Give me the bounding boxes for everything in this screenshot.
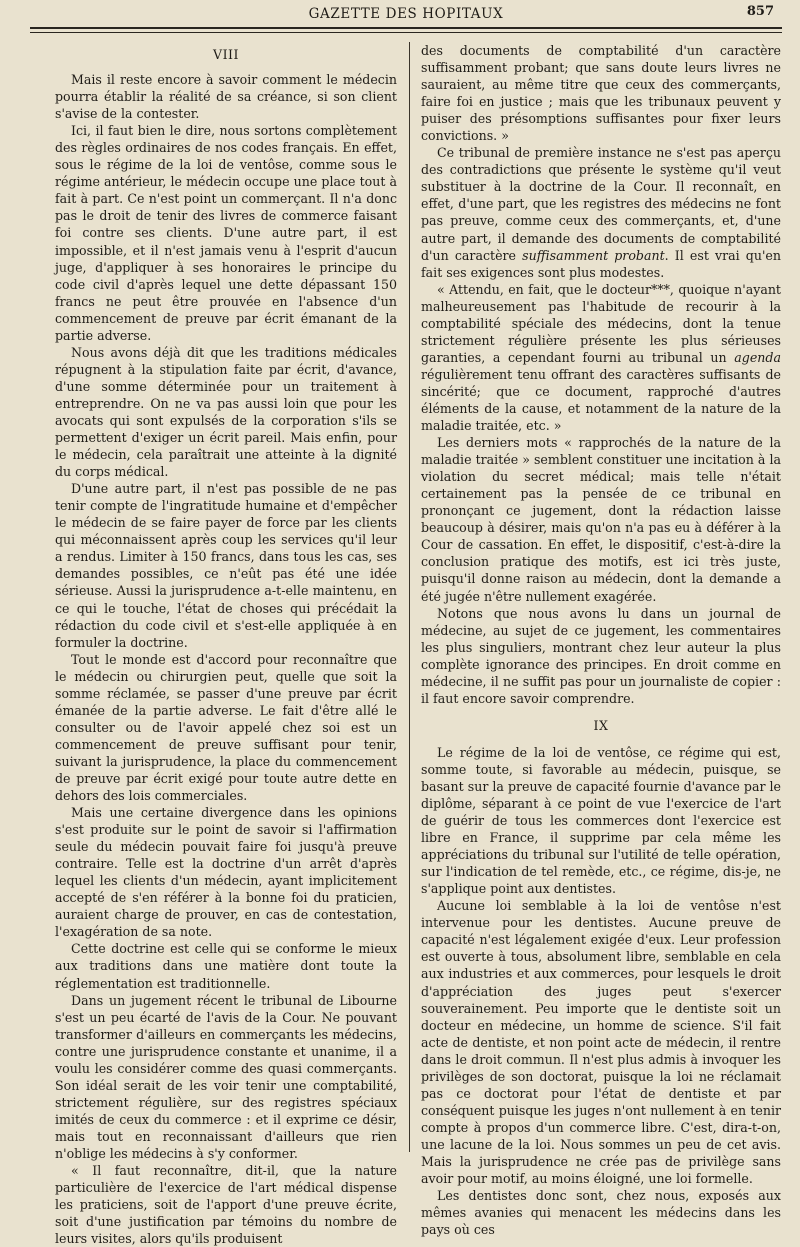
paragraph — [421, 281, 781, 434]
paragraph: Les derniers mots « rapprochés de la nature de la maladie traitée » semblent constituer une incitation à la violation du secret médical; mais telle n'était certainement pas la pensée de ce tribunal en prononçant ce jugement, dont la rédaction laisse beaucoup à désirer, mais qu'on n'a pas eu à déférer à la Cour de cassation. En effet, le dispositif, c'est-à-dire la conclusion pratique des motifs, est ici très juste, puisqu'il donne raison au médecin, dont la demande a été jugée n'être nullement exagérée. — [421, 435, 781, 604]
paragraph: Mais une certaine divergence dans les opinions s'est produite sur le point de savoir si l'affirmation seule du médecin pouvait faire foi jusqu'à preuve contraire. Telle est la doctrine d'un arrêt d'après lequel les clients d'un médecin, ayant implicitement accepté de s'en référer à la bonne foi du praticien, auraient charge de prouver, en cas de contestation, l'exagération de sa note. — [55, 805, 397, 940]
text-span: Ce tribunal de première instance ne s'est pas aperçu des contradictions que présente le système qu'il veut substituer à la doctrine de la Cour. Il reconnaît, en effet, d'une part, que les registres des médecins ne font pas preuve, comme ceux des commerçants, et, d'une autre part, il demande des documents de comptabilité d'un caractère — [421, 145, 781, 263]
section-heading-viii: VIII — [212, 47, 240, 62]
paragraph: Mais il reste encore à savoir comment le médecin pourra établir la réalité de sa créance, si son client s'avise de la contester. — [55, 72, 397, 122]
paragraph — [421, 144, 781, 280]
journal-title: GAZETTE DES HOPITAUX — [308, 6, 504, 22]
right-column — [421, 42, 781, 1238]
text-span: « Attendu, en fait, que le docteur***, quoique n'ayant malheureusement pas l'habitude de recourir à la comptabilité spéciale des médecins, dont la tenue strictement régulière présente les plus sérieuses garanties, a cependant fourni au tribunal un — [421, 281, 781, 365]
paragraph: Aucune loi semblable à la loi de ventôse n'est intervenue pour les dentistes. Aucune preuve de capacité n'est légalement exigée d'eux. Leur profession est ouverte à tous, absolument libre, semblable en cela aux industries et aux commerces, pour lesquels le droit d'appréciation des juges peut s'exercer souverainement. Peu importe que le dentiste soit un docteur en médecine, un homme de science. S'il fait acte de dentiste, et non point acte de médecin, il rentre dans le droit commun. Il n'est plus admis à invoquer les privilèges de son doctorat, puisque la loi ne réclamait pas ce doctorat pour l'état de dentiste et par conséquent puisque les juges n'ont nullement à en tenir compte à propos d'un commerce libre. C'est, dira-t-on, une lacune de la loi. Nous sommes un peu de cet avis. Mais la jurisprudence ne crée pas de privilège sans avoir pour motif, au moins éloigné, une loi formelle. — [421, 898, 781, 1187]
paragraph: D'une autre part, il n'est pas possible de ne pas tenir compte de l'ingratitude humaine et d'empêcher le médecin de se faire payer de force par les clients qui méconnaissent après coup les services qu'il leur a rendus. Limiter à 150 francs, dans tous les cas, ses demandes possibles, ce n'eût pas été une idée sérieuse. Aussi la jurisprudence a-t-elle maintenu, en ce qui le touche, l'état de choses qui précédait la rédaction du code civil et s'est-elle appliquée à en formuler la doctrine. — [55, 481, 397, 650]
paragraph: Les dentistes donc sont, chez nous, exposés aux mêmes avanies qui menacent les médecins dans les pays où ces — [421, 1188, 781, 1238]
paragraph: « Il faut reconnaître, dit-il, que la nature particulière de l'exercice de l'art médical dispense les praticiens, soit de l'apport d'une preuve écrite, soit d'une justification par témoins du nombre de leurs visites, alors qu'ils produisent — [55, 1163, 397, 1247]
paragraph: Tout le monde est d'accord pour reconnaître que le médecin ou chirurgien peut, quelle que soit la somme réclamée, se passer d'une preuve par écrit émanée de la partie adverse. Le fait d'être allé le consulter ou de l'avoir appelé chez soi est un commencement de preuve suffisant pour tenir, suivant la jurisprudence, la place du commencement de preuve par écrit exigé pour toute autre dette en dehors des lois commerciales. — [55, 651, 397, 804]
paragraph: Nous avons déjà dit que les traditions médicales répugnent à la stipulation faite par écrit, d'avance, d'une somme déterminée pour un traitement à entreprendre. On ne va pas aussi loin que pour les avocats qui sont expulsés de la corporation s'ils se permettent d'exiger un écrit pareil. Mais enfin, pour le médecin, cela paraîtrait une atteinte à la dignité du corps médical. — [55, 344, 397, 480]
header-rule-thin — [30, 32, 782, 33]
paragraph: Ici, il faut bien le dire, nous sortons complètement des règles ordinaires de nos codes français. En effet, sous le régime de la loi de ventôse, comme sous le régime antérieur, le médecin occupe une place tout à fait à part. Ce n'est point un commerçant. Il n'a donc pas le droit de tenir des livres de commerce faisant foi contre ses clients. D'une autre part, il est impossible, et il n'est jamais venu à l'esprit d'aucun juge, d'appliquer à ses honoraires le principe du code civil d'après lequel une dette dépassant 150 francs ne peut être prouvée en l'absence d'un commencement de preuve par écrit émanant de la partie adverse. — [55, 123, 397, 343]
paragraph: Notons que nous avons lu dans un journal de médecine, au sujet de ce jugement, les commentaires les plus singuliers, montrant chez leur auteur la plus complète ignorance des principes. En droit comme en médecine, il ne suffit pas pour un journaliste de copier : il faut encore savoir comprendre. — [421, 605, 781, 706]
paragraph-continued: des documents de comptabilité d'un caractère suffisamment probant; que sans doute leurs livres ne sauraient, au même titre que ceux des commerçants, faire foi en justice ; mais que les tribunaux peuvent y puiser des présomptions suffisantes pour fixer leurs convictions. » — [421, 43, 781, 144]
header-rule — [30, 27, 782, 29]
left-column — [55, 42, 397, 1247]
italic-phrase: suffisamment probant — [522, 247, 665, 263]
text-span: régulièrement tenu offrant des caractères suffisants de sincérité; que ce document, rapproché d'autres éléments de la cause, et notamment de la nature de la maladie traitée, etc. » — [421, 366, 781, 434]
text-span: . Il est vrai qu'en fait ses exigences sont plus modestes. — [421, 247, 781, 280]
column-divider — [409, 42, 410, 1152]
page-number: 857 — [746, 4, 774, 19]
section-heading-ix: IX — [593, 717, 609, 733]
paragraph: Dans un jugement récent le tribunal de Libourne s'est un peu écarté de l'avis de la Cour. Ne pouvant transformer d'ailleurs en commerçants les médecins, contre une jurisprudence constante et unanime, il a voulu les considérer comme des quasi commerçants. Son idéal serait de les voir tenir une comptabilité, strictement régulière, sur des registres spéciaux imités de ceux du commerce : et il exprime ce désir, mais tout en reconnaissant d'ailleurs que rien n'oblige les médecins à s'y conformer. — [55, 992, 397, 1161]
italic-word: agenda — [734, 349, 781, 365]
paragraph: Cette doctrine est celle qui se conforme le mieux aux traditions dans une matière dont toute la réglementation est traditionnelle. — [55, 941, 397, 991]
running-head — [30, 4, 782, 26]
paragraph: Le régime de la loi de ventôse, ce régime qui est, somme toute, si favorable au médecin, puisque, se basant sur la preuve de capacité fournie d'avance par le diplôme, séparant à ce point de vue l'exercice de l'art de guérir de tous les commerces dont l'exercice est libre en France, il supprime par cela même les appréciations du tribunal sur l'utilité de telle opération, sur l'indication de tel remède, etc., ce régime, dis-je, ne s'applique point aux dentistes. — [421, 744, 781, 897]
